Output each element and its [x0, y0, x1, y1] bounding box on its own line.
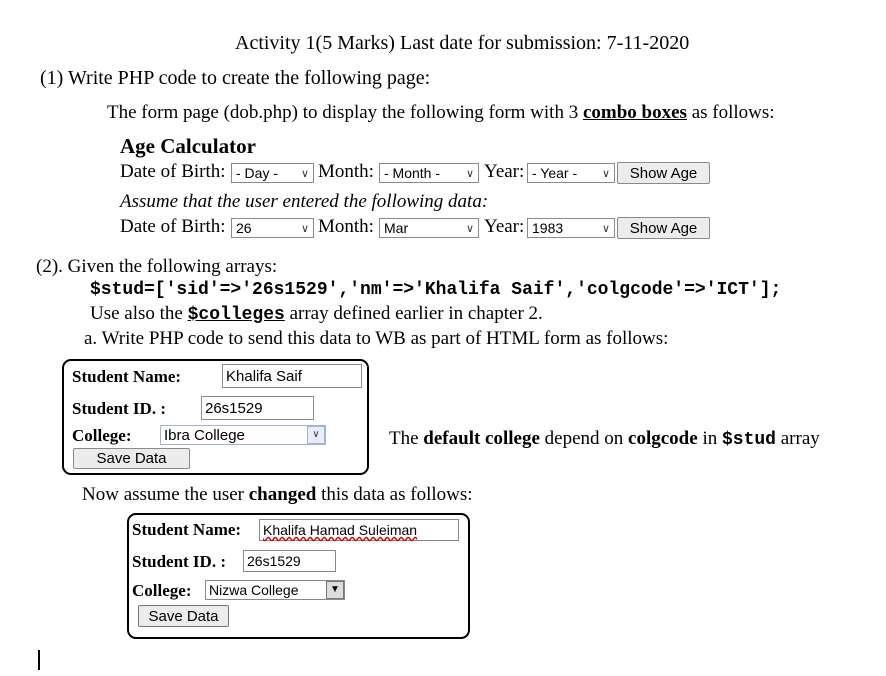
- year-label: Year:: [484, 161, 525, 182]
- chevron-down-icon: ∨: [300, 222, 310, 235]
- year-select[interactable]: [527, 163, 615, 183]
- form2-id-label: Student ID. :: [132, 552, 226, 571]
- form1-name-label: Student Name:: [72, 367, 182, 386]
- year-label-2: Year:: [484, 216, 525, 237]
- year-select-filled[interactable]: [527, 218, 615, 238]
- question-2-prompt: (2). Given the following arrays:: [36, 256, 278, 277]
- month-select[interactable]: [379, 163, 479, 183]
- day-select-value: - Day -: [236, 165, 278, 181]
- form1-name-input[interactable]: Khalifa Saif: [222, 364, 362, 388]
- changed-text: [82, 484, 473, 506]
- day-select[interactable]: [231, 163, 314, 183]
- form2-id-input[interactable]: 26s1529: [243, 550, 336, 572]
- dob-label: Date of Birth:: [120, 161, 226, 182]
- month-label-2: Month:: [318, 216, 374, 237]
- form2-college-label: College:: [132, 581, 192, 600]
- form2-college-value: Nizwa College: [209, 582, 299, 598]
- chevron-down-icon: ∨: [300, 167, 310, 180]
- text-cursor: [38, 650, 40, 670]
- form1-id-input[interactable]: 26s1529: [201, 396, 314, 420]
- chevron-down-icon: ∨: [601, 222, 611, 235]
- page-title: Activity 1(5 Marks) Last date for submission: 7-11-2020: [235, 32, 690, 54]
- changed-post: this data as follows:: [316, 484, 473, 505]
- colleges-code: $colleges: [187, 305, 285, 325]
- form2-save-button[interactable]: Save Data: [138, 605, 229, 627]
- chevron-down-icon: ∨: [601, 167, 611, 180]
- chevron-down-icon: ▼: [326, 581, 344, 599]
- question-1-prompt: (1) Write PHP code to create the following page:: [40, 67, 431, 89]
- chevron-down-icon: ∨: [465, 167, 475, 180]
- desc-post: as follows:: [686, 102, 775, 123]
- month-select-filled-value: Mar: [384, 220, 409, 236]
- age-calculator-title: Age Calculator: [120, 134, 256, 158]
- day-select-filled[interactable]: [231, 218, 314, 238]
- form1-college-value: Ibra College: [164, 426, 245, 444]
- desc-pre: The form page (dob.php) to display the following form with 3: [107, 102, 583, 123]
- form2-name-label: Student Name:: [132, 520, 242, 539]
- stud-array-code: $stud=['sid'=>'26s1529','nm'=>'Khalifa Saif','colgcode'=>'ICT'];: [90, 280, 782, 300]
- note-bold-1: default college: [423, 428, 540, 449]
- form2-name-value: Khalifa Hamad Suleiman: [263, 522, 418, 538]
- chevron-down-icon: ∨: [465, 222, 475, 235]
- chevron-down-icon: ∨: [307, 426, 325, 444]
- part-a-text: a. Write PHP code to send this data to WB as part of HTML form as follows:: [84, 328, 669, 349]
- note-code: $stud: [721, 430, 776, 450]
- use-post: array defined earlier in chapter 2.: [284, 303, 543, 324]
- form1-college-label: College:: [72, 426, 132, 445]
- default-college-note: [389, 428, 820, 450]
- note-mid: depend on: [539, 428, 629, 449]
- form1-college-select[interactable]: [160, 425, 326, 445]
- use-pre: Use also the: [90, 303, 188, 324]
- form2-college-select[interactable]: [205, 580, 345, 600]
- use-colleges-text: [90, 303, 543, 325]
- note-in: in: [697, 428, 722, 449]
- note-pre: The: [389, 428, 424, 449]
- year-select-filled-value: 1983: [532, 220, 564, 236]
- month-label: Month:: [318, 161, 374, 182]
- show-age-button[interactable]: Show Age: [617, 162, 710, 184]
- form2-name-input[interactable]: [259, 519, 459, 541]
- note-bold-2: colgcode: [628, 428, 698, 449]
- day-select-filled-value: 26: [236, 220, 252, 236]
- changed-bold: changed: [248, 484, 317, 505]
- show-age-button-2[interactable]: Show Age: [617, 217, 710, 239]
- changed-pre: Now assume the user: [82, 484, 249, 505]
- month-select-value: - Month -: [384, 165, 441, 181]
- assume-text: Assume that the user entered the following data:: [120, 191, 489, 212]
- form1-id-label: Student ID. :: [72, 399, 166, 418]
- note-post: array: [775, 428, 820, 449]
- dob-label-2: Date of Birth:: [120, 216, 226, 237]
- question-1-description: [107, 102, 775, 124]
- form1-save-button[interactable]: Save Data: [73, 448, 190, 469]
- desc-bold: combo boxes: [582, 102, 687, 123]
- month-select-filled[interactable]: [379, 218, 479, 238]
- year-select-value: - Year -: [532, 165, 578, 181]
